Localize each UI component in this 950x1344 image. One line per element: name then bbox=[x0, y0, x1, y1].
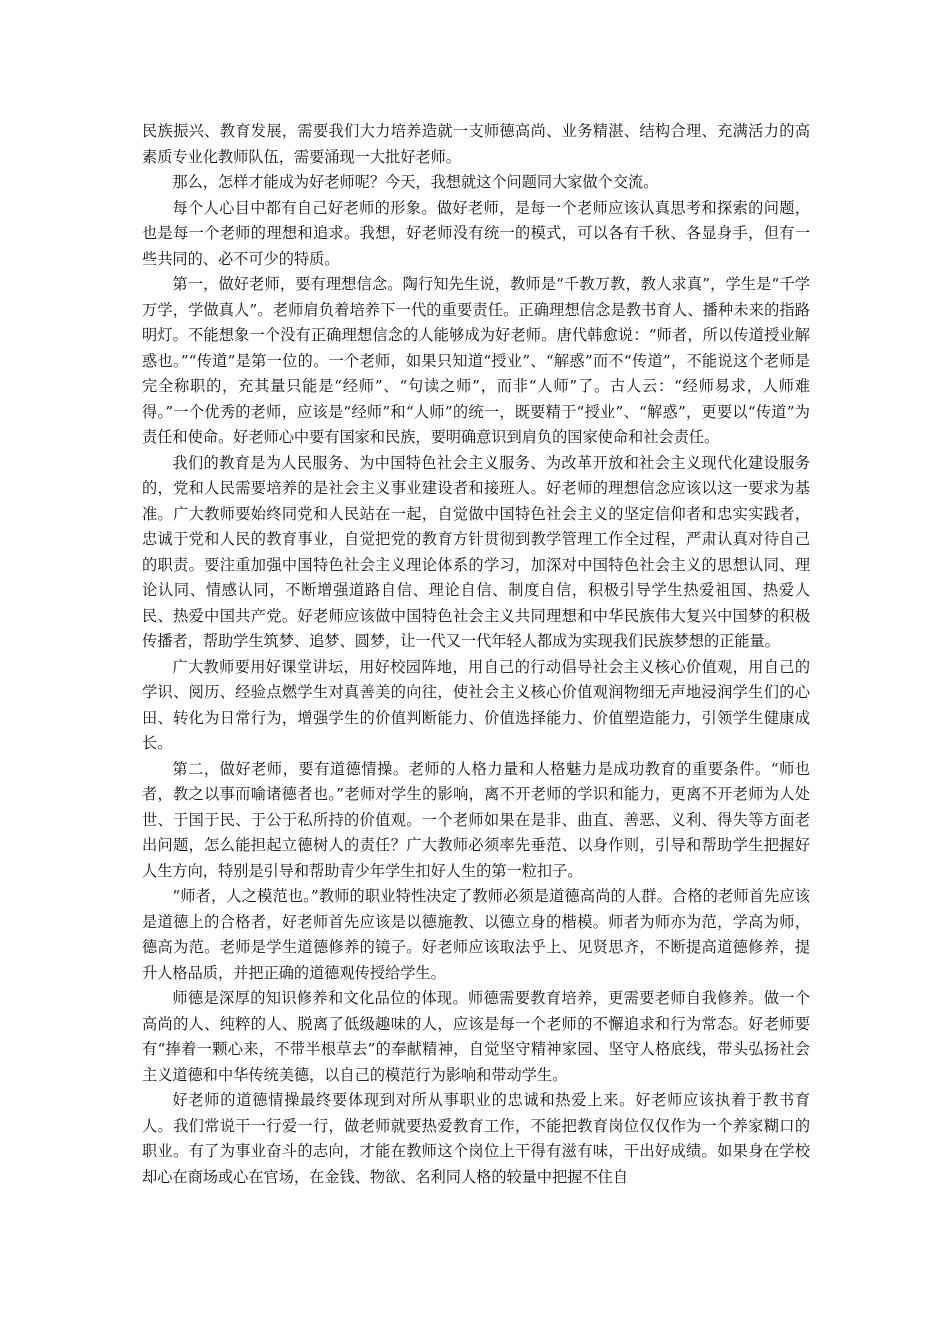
document-body bbox=[142, 119, 810, 1190]
paragraph-10: 好老师的道德情操最终要体现到对所从事职业的忠诚和热爱上来。好老师应该执着于教书育人。我们常说干一行爱一行，做老师就要热爱教育工作，不能把教育岗位仅仅作为一个养家糊口的职业。有了为事业奋斗的志向，才能在教师这个岗位上干得有滋有味，干出好成绩。如果身在学校却心在商场或心在官场，在金钱、物欲、名利同人格的较量中把握不住自 bbox=[142, 1091, 810, 1186]
paragraph-8: “师者，人之模范也。”教师的职业特性决定了教师必须是道德高尚的人群。合格的老师首先应该是道德上的合格者，好老师首先应该是以德施教、以德立身的楷模。师者为师亦为范，学高为师，德高为范。老师是学生道德修养的镜子。好老师应该取法乎上、见贤思齐，不断提高道德修养，提升人格品质，并把正确的道德观传授给学生。 bbox=[142, 887, 810, 982]
paragraph-3: 每个人心目中都有自己好老师的形象。做好老师，是每一个老师应该认真思考和探索的问题，也是每一个老师的理想和追求。我想，好老师没有统一的模式，可以各有千秋、各显身手，但有一些共同的、必不可少的特质。 bbox=[142, 198, 810, 268]
paragraph-4: 第一，做好老师，要有理想信念。陶行知先生说，教师是“千教万教，教人求真”，学生是“千学万学，学做真人”。老师肩负着培养下一代的重要责任。正确理想信念是教书育人、播种未来的指路明灯。不能想象一个没有正确理想信念的人能够成为好老师。唐代韩愈说：“师者，所以传道授业解惑也。”“传道”是第一位的。一个老师，如果只知道“授业”、“解惑”而不“传道”，不能说这个老师是完全称职的，充其量只能是“经师”、“句读之师”，而非“人师”了。古人云：“经师易求，人师难得。”一个优秀的老师，应该是“经师”和“人师”的统一，既要精于“授业”、“解惑”，更要以“传道”为责任和使命。好老师心中要有国家和民族，要明确意识到肩负的国家使命和社会责任。 bbox=[142, 275, 810, 446]
paragraph-5: 我们的教育是为人民服务、为中国特色社会主义服务、为改革开放和社会主义现代化建设服务的，党和人民需要培养的是社会主义事业建设者和接班人。好老师的理想信念应该以这一要求为基准。广大教师要始终同党和人民站在一起，自觉做中国特色社会主义的坚定信仰者和忠实实践者，忠诚于党和人民的教育事业，自觉把党的教育方针贯彻到教学管理工作全过程，严肃认真对待自己的职责。要注重加强中国特色社会主义理论体系的学习，加深对中国特色社会主义的思想认同、理论认同、情感认同，不断增强道路自信、理论自信、制度自信，积极引导学生热爱祖国、热爱人民、热爱中国共产党。好老师应该做中国特色社会主义共同理想和中华民族伟大复兴中国梦的积极传播者，帮助学生筑梦、追梦、圆梦，让一代又一代年轻人都成为实现我们民族梦想的正能量。 bbox=[142, 453, 810, 650]
paragraph-2: 那么，怎样才能成为好老师呢？今天，我想就这个问题同大家做个交流。 bbox=[172, 173, 659, 191]
paragraph-9: 师德是深厚的知识修养和文化品位的体现。师德需要教育培养，更需要老师自我修养。做一个高尚的人、纯粹的人、脱离了低级趣味的人，应该是每一个老师的不懈追求和行为常态。好老师要有“捧着一颗心来，不带半根草去”的奉献精神，自觉坚守精神家园、坚守人格底线，带头弘扬社会主义道德和中华传统美德，以自己的模范行为影响和带动学生。 bbox=[142, 989, 810, 1084]
paragraph-1: 民族振兴、教育发展，需要我们大力培养造就一支师德高尚、业务精湛、结构合理、充满活力的高素质专业化教师队伍，需要涌现一大批好老师。 bbox=[142, 122, 810, 166]
paragraph-6: 广大教师要用好课堂讲坛，用好校园阵地，用自己的行动倡导社会主义核心价值观，用自己的学识、阅历、经验点燃学生对真善美的向往，使社会主义核心价值观润物细无声地浸润学生们的心田、转化为日常行为，增强学生的价值判断能力、价值选择能力、价值塑造能力，引领学生健康成长。 bbox=[142, 657, 810, 752]
paragraph-7: 第二，做好老师，要有道德情操。老师的人格力量和人格魅力是成功教育的重要条件。“师也者，教之以事而喻诸德者也。”老师对学生的影响，离不开老师的学识和能力，更离不开老师为人处世、于国于民、于公于私所持的价值观。一个老师如果在是非、曲直、善恶、义利、得失等方面老出问题，怎么能担起立德树人的责任？广大教师必须率先垂范、以身作则，引导和帮助学生把握好人生方向，特别是引导和帮助青少年学生扣好人生的第一粒扣子。 bbox=[142, 759, 810, 880]
